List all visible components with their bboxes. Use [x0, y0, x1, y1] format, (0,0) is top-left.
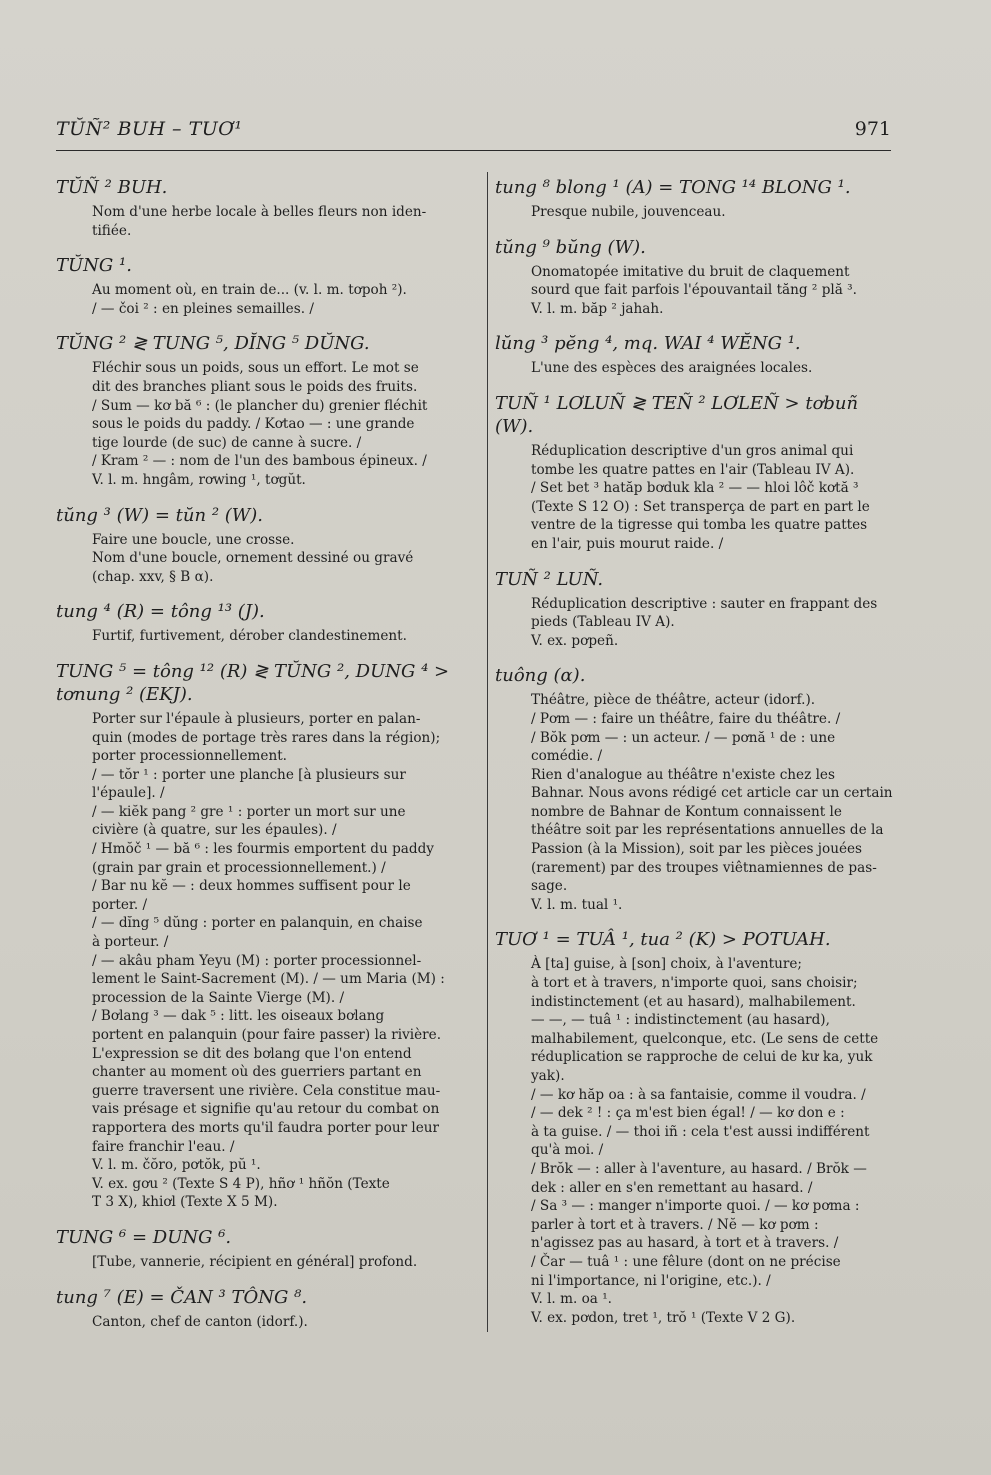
entry-headword: TŬNG ² ≷ TUNG ⁵, DĬNG ⁵ DŬNG. — [56, 333, 370, 355]
entry-headword: TŬÑ ² BUH. — [56, 177, 168, 198]
entry-headword: TŬNG ¹. — [56, 255, 132, 277]
entry-line: / — kiĕk pang ² gre ¹ : porter un mort sur une — [92, 803, 406, 820]
entry-line: V. l. m. čŏro, pơtŏk, pŭ ¹. — [92, 1157, 261, 1174]
entry-body — [531, 595, 895, 651]
entry-headword: TUÑ ² LUÑ. — [495, 568, 604, 590]
entry-line: l'épaule]. / — [92, 785, 165, 802]
entry-body — [531, 263, 895, 319]
entry-body — [92, 531, 466, 587]
entry-headword: tung ⁴ (R) = tông ¹³ (J). — [56, 601, 265, 623]
entry-line: Faire une boucle, une crosse. — [92, 531, 295, 548]
dictionary-entry — [495, 392, 895, 554]
entry-line: (grain par grain et processionnellement.) / — [92, 859, 386, 876]
entry-body — [92, 1253, 466, 1272]
entry-line: qu'à moi. / — [531, 1142, 604, 1159]
entry-line: Onomatopée imitative du bruit de claquement — [531, 263, 850, 280]
entry-line: dek : aller en s'en remettant au hasard. / — [531, 1179, 813, 1196]
entry-line: [Tube, vannerie, récipient en général] profond. — [92, 1253, 418, 1270]
entry-line: théâtre soit par les représentations annuelles de la — [531, 822, 884, 839]
dictionary-entry — [56, 176, 466, 240]
entry-line: V. l. m. băp ² jahah. — [531, 300, 664, 317]
entry-line: Porter sur l'épaule à plusieurs, porter en palan- — [92, 710, 421, 727]
entry-line: / — dek ² ! : ça m'est bien égal! / — kơ don e : — [531, 1105, 845, 1122]
entry-line: / — čoi ² : en pleines semailles. / — [92, 300, 314, 317]
page-number: 971 — [854, 118, 891, 140]
entry-line: Théâtre, pièce de théâtre, acteur (idorf.). — [531, 692, 816, 709]
dictionary-entry — [495, 664, 895, 914]
entry-body — [92, 710, 466, 1212]
entry-line: yak). — [531, 1068, 565, 1084]
dictionary-entry — [495, 236, 895, 319]
entry-line: / Hmŏč ¹ — bă ⁶ : les fourmis emportent du paddy — [92, 841, 434, 858]
entry-line: / Bar nu kĕ — : deux hommes suffisent pour le — [92, 878, 411, 895]
entry-line: V. ex. pơdon, tret ¹, trŏ ¹ (Texte V 2 G). — [531, 1309, 796, 1326]
entry-line: sage. — [531, 878, 568, 895]
entry-headword: tung ⁷ (E) = ČAN ³ TÔNG ⁸. — [56, 1286, 308, 1308]
left-column — [56, 176, 466, 1345]
entry-line: / — tŏr ¹ : porter une planche [à plusieurs sur — [92, 766, 406, 783]
entry-line: dit des branches pliant sous le poids des fruits. — [92, 378, 418, 395]
entry-line: À [ta] guise, à [son] choix, à l'aventure; — [531, 956, 803, 973]
entry-body — [531, 359, 895, 378]
dictionary-entry — [495, 332, 895, 378]
entry-line: à porteur. / — [92, 934, 169, 951]
entry-body — [92, 627, 466, 646]
entry-line: V. ex. pơpeñ. — [531, 632, 619, 649]
dictionary-entry — [495, 568, 895, 651]
entry-body — [531, 203, 895, 222]
entry-headword: TUNG ⁶ = DUNG ⁶. — [56, 1226, 232, 1248]
entry-line: civière (à quatre, sur les épaules). / — [92, 822, 337, 839]
entry-body — [92, 359, 466, 489]
entry-line: V. l. m. hngâm, rơwing ¹, tơgŭt. — [92, 471, 306, 488]
entry-line: — —, — tuâ ¹ : indistinctement (au hasard), — [531, 1012, 830, 1029]
entry-headword: TUƠ ¹ = TUÂ ¹, tua ² (K) > POTUAH. — [495, 929, 831, 951]
page-header — [56, 118, 891, 151]
entry-line: ventre de la tigresse qui tomba les quatre pattes — [531, 517, 868, 534]
running-title: TŬÑ² BUH – TUƠ¹ — [56, 118, 243, 140]
entry-headword: tung ⁸ blong ¹ (A) = TONG ¹⁴ BLONG ¹. — [495, 177, 851, 198]
entry-line: / Sa ³ — : manger n'importe quoi. / — kơ pơma : — [531, 1198, 860, 1215]
entry-body — [531, 955, 895, 1327]
entry-body — [92, 1313, 466, 1332]
entry-line: V. l. m. oa ¹. — [531, 1291, 612, 1308]
dictionary-entry — [56, 600, 466, 646]
entry-line: / Čar — tuâ ¹ : une fêlure (dont on ne précise — [531, 1253, 841, 1270]
dictionary-entry — [56, 504, 466, 587]
entry-line: malhabilement, quelconque, etc. (Le sens de cette — [531, 1030, 879, 1047]
entry-line: Rien d'analogue au théâtre n'existe chez les — [531, 766, 835, 783]
entry-line: à ta guise. / — thoi iñ : cela t'est aussi indifférent — [531, 1123, 870, 1140]
entry-line: / Kram ² — : nom de l'un des bambous épineux. / — [92, 453, 427, 470]
entry-line: / — akâu pham Yeyu (M) : porter processionnel- — [92, 952, 422, 969]
entry-line: portent en palanquin (pour faire passer) la rivière. — [92, 1027, 442, 1043]
dictionary-entry — [56, 660, 466, 1212]
entry-headword: tŭng ⁹ bŭng (W). — [495, 236, 646, 258]
entry-line: réduplication se rapproche de celui de kư ka, yuk — [531, 1049, 873, 1066]
entry-line: / Brŏk — : aller à l'aventure, au hasard. / Brŏk — — [531, 1160, 867, 1177]
entry-line: Presque nubile, jouvenceau. — [531, 204, 726, 220]
entry-headword: TUÑ ¹ LƠLUÑ ≷ TEÑ ² LƠLEÑ > tơbuñ (W). — [495, 392, 859, 437]
entry-line: (Texte S 12 O) : Set transperça de part en part le — [531, 498, 870, 515]
entry-body — [92, 281, 466, 318]
entry-line: / — dĭng ⁵ dŭng : porter en palanquin, en chaise — [92, 915, 423, 932]
entry-line: lement le Saint-Sacrement (M). / — um Maria (M) : — [92, 971, 445, 988]
column-divider — [487, 172, 488, 1332]
entry-line: Bahnar. Nous avons rédigé cet article car un certain — [531, 785, 893, 802]
entry-line: parler à tort et à travers. / Nĕ — kơ pơm : — [531, 1216, 819, 1233]
entry-line: sourd que fait parfois l'épouvantail tăng ² plă ³. — [531, 282, 857, 299]
dictionary-entry — [56, 1226, 466, 1272]
entry-line: tige lourde (de suc) de canne à sucre. / — [92, 434, 362, 451]
entry-line: porter processionnellement. — [92, 748, 288, 765]
dictionary-entry — [495, 176, 895, 222]
entry-line: / — kơ hăp oa : à sa fantaisie, comme il voudra. / — [531, 1086, 866, 1103]
entry-line: / Set bet ³ hatăp bơduk kla ² — — hloi lôč kơtă ³ — [531, 480, 859, 497]
entry-line: (rarement) par des troupes viêtnamiennes de pas- — [531, 859, 877, 876]
entry-line: / Sum — kơ bă ⁶ : (le plancher du) grenier fléchit — [92, 397, 428, 414]
entry-line: (chap. xxv, § B α). — [92, 568, 214, 585]
entry-line: Passion (à la Mission), soit par les pièces jouées — [531, 841, 863, 858]
dictionary-entry — [56, 1286, 466, 1332]
entry-line: Furtif, furtivement, dérober clandestinement. — [92, 628, 407, 645]
entry-body — [92, 203, 466, 240]
dictionary-entry — [56, 332, 466, 489]
entry-headword: TUNG ⁵ = tông ¹² (R) ≷ TŬNG ², DUNG ⁴ > tơnung ² (EKJ). — [56, 660, 450, 705]
entry-line: Nom d'une boucle, ornement dessiné ou gravé — [92, 550, 414, 567]
dictionary-entry — [56, 254, 466, 318]
entry-line: pieds (Tableau IV A). — [531, 614, 675, 631]
entry-line: à tort et à travers, n'importe quoi, sans choisir; — [531, 975, 858, 992]
entry-line: V. l. m. tual ¹. — [531, 896, 623, 913]
entry-line: guerre traversent une rivière. Cela constitue mau- — [92, 1082, 441, 1099]
entry-line: Nom d'une herbe locale à belles fleurs non iden- — [92, 204, 427, 220]
entry-line: tombe les quatre pattes en l'air (Tableau IV A). — [531, 461, 855, 478]
entry-line: quin (modes de portage très rares dans la région); — [92, 729, 441, 746]
entry-line: procession de la Sainte Vierge (M). / — [92, 989, 345, 1006]
entry-line: V. ex. gơu ² (Texte S 4 P), hñơ ¹ hñŏn (Texte — [92, 1175, 390, 1192]
dictionary-entry — [495, 928, 895, 1327]
entry-line: faire franchir l'eau. / — [92, 1138, 235, 1155]
entry-line: indistinctement (et au hasard), malhabilement. — [531, 993, 856, 1010]
entry-line: L'une des espèces des araignées locales. — [531, 360, 813, 377]
entry-line: tifiée. — [92, 222, 132, 239]
entry-line: Fléchir sous un poids, sous un effort. Le mot se — [92, 360, 419, 377]
entry-line: n'agissez pas au hasard, à tort et à travers. / — [531, 1235, 839, 1252]
entry-line: / Bơlang ³ — dak ⁵ : litt. les oiseaux bơlang — [92, 1008, 385, 1025]
entry-headword: tŭng ³ (W) = tŭn ² (W). — [56, 504, 264, 526]
entry-line: / Bŏk pơm — : un acteur. / — pơnă ¹ de : une — [531, 729, 836, 746]
entry-body — [531, 691, 895, 914]
right-column — [495, 176, 895, 1341]
entry-line: sous le poids du paddy. / Kơtao — : une grande — [92, 416, 415, 433]
entry-line: / Pơm — : faire un théâtre, faire du théâtre. / — [531, 710, 841, 727]
entry-headword: tuông (α). — [495, 665, 586, 687]
entry-line: L'expression se dit des bơlang que l'on entend — [92, 1045, 412, 1062]
entry-line: vais présage et signifie qu'au retour du combat on — [92, 1101, 440, 1118]
entry-line: porter. / — [92, 896, 148, 913]
entry-line: en l'air, puis mourut raide. / — [531, 535, 724, 552]
entry-line: Réduplication descriptive d'un gros animal qui — [531, 442, 854, 459]
entry-line: Réduplication descriptive : sauter en frappant des — [531, 595, 878, 612]
entry-line: chanter au moment où des guerriers partant en — [92, 1064, 422, 1081]
entry-line: ni l'importance, ni l'origine, etc.). / — [531, 1272, 771, 1289]
entry-line: Canton, chef de canton (idorf.). — [92, 1313, 308, 1330]
entry-line: T 3 X), khiơl (Texte X 5 M). — [92, 1194, 278, 1211]
entry-body — [531, 442, 895, 554]
entry-line: Au moment où, en train de... (v. l. m. tơpoh ²). — [92, 282, 407, 299]
entry-line: comédie. / — [531, 748, 603, 765]
entry-headword: lŭng ³ pĕng ⁴, mq. WAI ⁴ WĔNG ¹. — [495, 333, 801, 355]
entry-line: nombre de Bahnar de Kontum connaissent le — [531, 803, 842, 820]
entry-line: rapportera des morts qu'il faudra porter pour leur — [92, 1119, 440, 1136]
